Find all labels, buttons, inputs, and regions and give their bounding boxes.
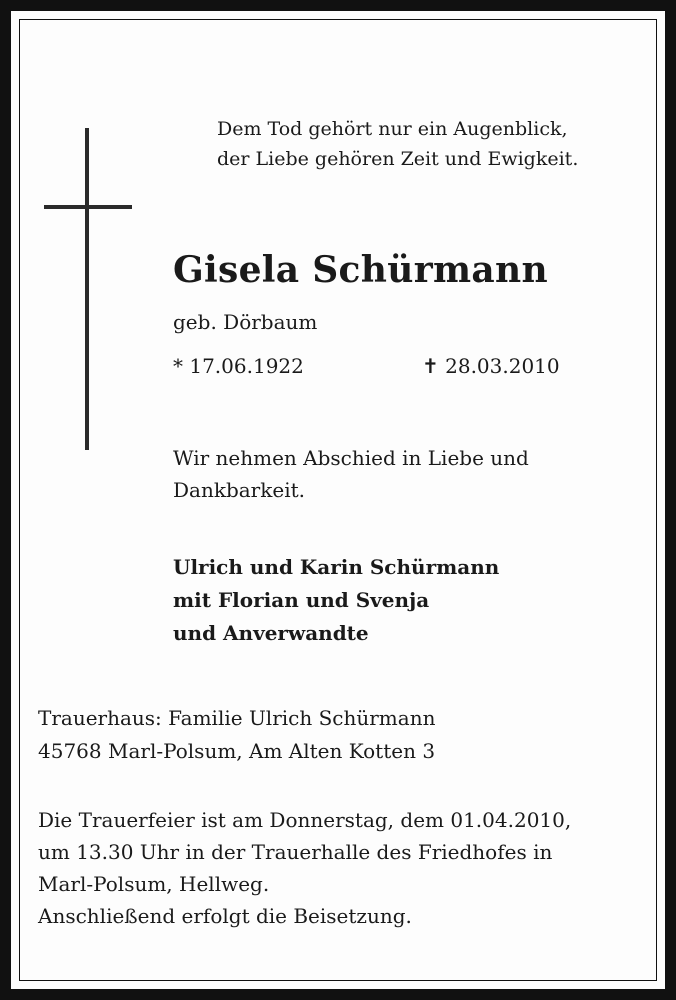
birth-date: * 17.06.1922	[173, 354, 304, 378]
service-line: um 13.30 Uhr in der Trauerhalle des Friedhofes in	[38, 840, 553, 864]
farewell-line-2: Dankbarkeit.	[173, 478, 305, 502]
mourners-list	[173, 551, 499, 650]
farewell-text	[173, 442, 603, 506]
maiden-name: geb. Dörbaum	[173, 310, 318, 334]
motto-line-1: Dem Tod gehört nur ein Augenblick,	[217, 118, 568, 140]
mourner-line: Ulrich und Karin Schürmann	[173, 555, 500, 579]
house-line-1: Trauerhaus: Familie Ulrich Schürmann	[38, 706, 436, 730]
cross-horizontal-bar	[44, 205, 132, 209]
funeral-service-info	[38, 804, 571, 932]
service-line: Anschließend erfolgt die Beisetzung.	[38, 904, 412, 928]
house-line-2: 45768 Marl-Polsum, Am Alten Kotten 3	[38, 739, 436, 763]
deceased-name: Gisela Schürmann	[173, 249, 548, 291]
service-line: Marl-Polsum, Hellweg.	[38, 872, 270, 896]
death-date: ✝ 28.03.2010	[422, 354, 560, 378]
service-line: Die Trauerfeier ist am Donnerstag, dem 01.04.2010,	[38, 808, 572, 832]
latin-cross-icon	[44, 128, 132, 450]
mourner-line: mit Florian und Svenja	[173, 588, 430, 612]
farewell-line-1: Wir nehmen Abschied in Liebe und	[173, 446, 529, 470]
mourner-line: und Anverwandte	[173, 621, 369, 645]
cross-vertical-bar	[85, 128, 89, 450]
motto-quote	[217, 114, 578, 174]
mourning-house-address	[38, 702, 435, 768]
motto-line-2: der Liebe gehören Zeit und Ewigkeit.	[217, 148, 579, 170]
